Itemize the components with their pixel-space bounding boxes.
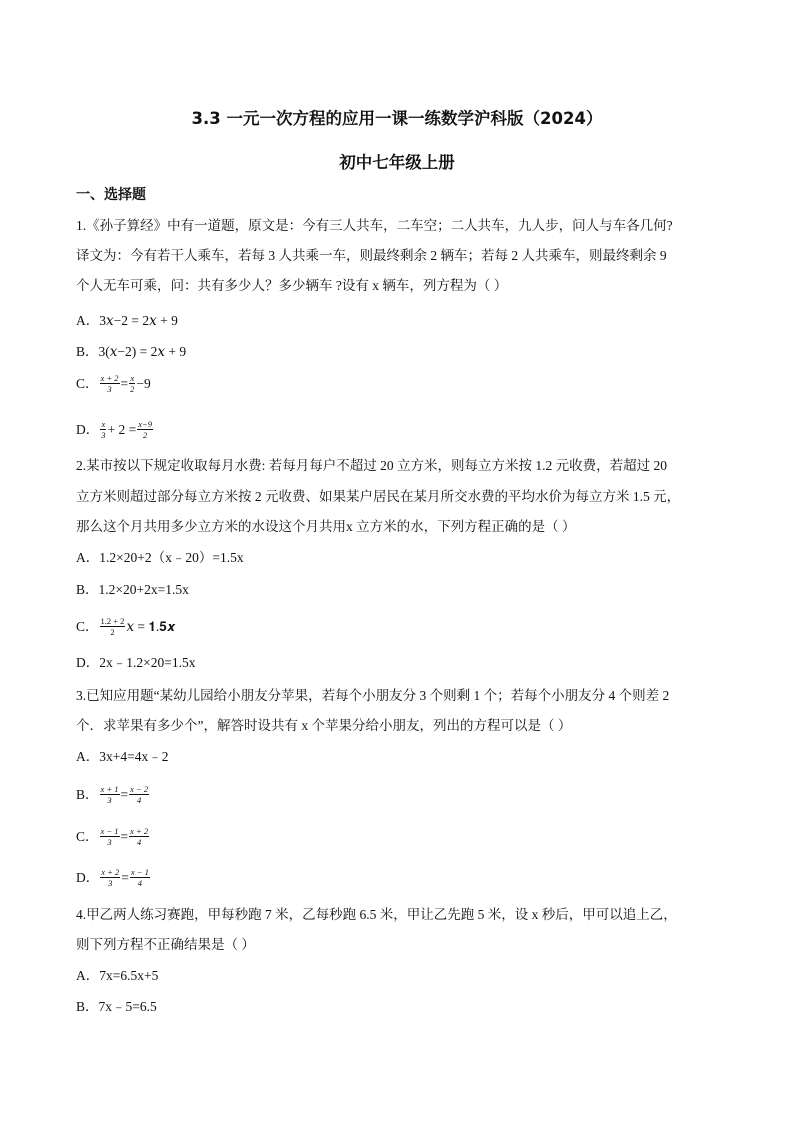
- fraction-denominator: 3: [107, 795, 112, 805]
- option-letter: C．: [76, 375, 99, 391]
- q2-line-2: 立方米则超过部分每立方米按 2 元收费、如果某户居民在某月所交水费的平均水价为每立方米 1.5 元，: [76, 489, 681, 504]
- fraction-numerator: x−9: [138, 419, 152, 429]
- q2-line-3: 那么这个月共用多少立方米的水设这个月共用x 立方米的水，下列方程正确的是（ ）: [76, 519, 576, 534]
- fraction-denominator: 4: [137, 795, 142, 805]
- fraction-numerator: x + 1: [100, 784, 119, 794]
- q3-line-2: 个．求苹果有多少个”，解答时设共有 x 个苹果分给小朋友，列出的方程可以是（ ）: [76, 718, 572, 733]
- option-letter: C．: [76, 828, 99, 844]
- fraction: [137, 419, 153, 440]
- option-letter: D．: [76, 869, 100, 885]
- fraction-denominator: 2: [130, 384, 135, 394]
- fraction-numerator: x + 2: [101, 867, 120, 877]
- fraction: [100, 826, 120, 847]
- section-heading: 一、选择题: [76, 187, 146, 203]
- fraction-denominator: 3: [101, 430, 106, 440]
- q1-line-1: 1.《孙子算经》中有一道题，原文是：今有三人共车，二车空；二人共车，九人步，问人与车各几何?: [76, 218, 673, 233]
- q2-option-b: B．1.2×20+2x=1.5x: [76, 582, 189, 597]
- fraction: [100, 867, 120, 888]
- option-letter: D．: [76, 421, 100, 437]
- fraction-denominator: 3: [108, 878, 113, 888]
- q3-option-b: [76, 784, 150, 805]
- q4-option-b: B．7x﹣5=6.5: [76, 999, 157, 1014]
- fraction-numerator: x: [101, 419, 106, 429]
- q4-option-a: A．7x=6.5x+5: [76, 968, 159, 983]
- option-letter: B．: [76, 786, 99, 802]
- fraction-denominator: 2: [142, 430, 148, 440]
- fraction-numerator: x + 2: [100, 373, 119, 383]
- fraction-denominator: 3: [107, 384, 112, 394]
- fraction: [129, 373, 135, 394]
- equals: =: [120, 828, 129, 844]
- q1-line-2: 译文为：今有若干人乘车，若每 3 人共乘一车，则最终剩余 2 辆车；若每 2 人共乘车，则最终剩余 9: [76, 248, 667, 263]
- q4-line-2: 则下列方程不正确结果是（ ）: [76, 937, 255, 952]
- q4-line-1: 4.甲乙两人练习赛跑，甲每秒跑 7 米，乙每秒跑 6.5 米，甲让乙先跑 5 米，设 x 秒后，甲可以追上乙，: [76, 907, 677, 922]
- q2-option-d: D．2x﹣1.2×20=1.5x: [76, 655, 196, 670]
- option-tail: −9: [136, 375, 151, 391]
- q1-option-c: [76, 373, 151, 394]
- q2-option-a: A．1.2×20+2（x﹣20）=1.5x: [76, 550, 244, 565]
- q3-option-c: [76, 826, 150, 847]
- q1-option-d: [76, 419, 154, 440]
- fraction: [100, 419, 106, 440]
- q3-line-1: 3.已知应用题“某幼儿园给小朋友分苹果，若每个小朋友分 3 个则剩 1 个；若每个小朋友分 4 个则差 2: [76, 688, 670, 703]
- q2-option-c: [76, 616, 175, 637]
- option-mid: + 2 =: [107, 421, 137, 437]
- fraction: [100, 616, 126, 637]
- q1-line-3: 个人无车可乘，问：共有多少人？多少辆车 ?设有 x 辆车，列方程为（ ）: [76, 278, 508, 293]
- option-letter: C．: [76, 618, 99, 634]
- q1-option-a: A．3𝑥−2 = 2𝑥 + 9: [76, 313, 178, 328]
- fraction-numerator: x: [130, 373, 135, 383]
- fraction: [130, 867, 150, 888]
- equals: =: [120, 786, 129, 802]
- fraction-numerator: x − 1: [130, 867, 149, 877]
- doc-title: 3.3 一元一次方程的应用一课一练数学沪科版（2024）: [191, 109, 603, 128]
- fraction-numerator: 1.2 + 2: [100, 616, 125, 626]
- fraction: [129, 826, 149, 847]
- q3-option-a: A．3x+4=4x﹣2: [76, 749, 169, 764]
- fraction-denominator: 2: [110, 627, 115, 637]
- fraction-numerator: x + 2: [130, 826, 149, 836]
- fraction-denominator: 4: [137, 878, 143, 888]
- q3-option-d: [76, 867, 151, 888]
- fraction: [129, 784, 149, 805]
- equals: =: [121, 869, 129, 885]
- equals: =: [120, 375, 129, 391]
- fraction: [100, 373, 120, 394]
- fraction-denominator: 4: [137, 837, 142, 847]
- option-tail: 𝑥 = 𝟏.𝟓𝒙: [126, 618, 176, 634]
- fraction-numerator: x − 1: [100, 826, 119, 836]
- fraction-numerator: x − 2: [130, 784, 149, 794]
- q2-line-1: 2.某市按以下规定收取每月水费: 若每月每户不超过 20 立方米，则每立方米按 1.2 元收费，若超过 20: [76, 458, 667, 473]
- doc-subtitle: 初中七年级上册: [339, 153, 455, 172]
- fraction-denominator: 3: [107, 837, 112, 847]
- q1-option-b: B．3(𝑥−2) = 2𝑥 + 9: [76, 344, 187, 359]
- fraction: [100, 784, 120, 805]
